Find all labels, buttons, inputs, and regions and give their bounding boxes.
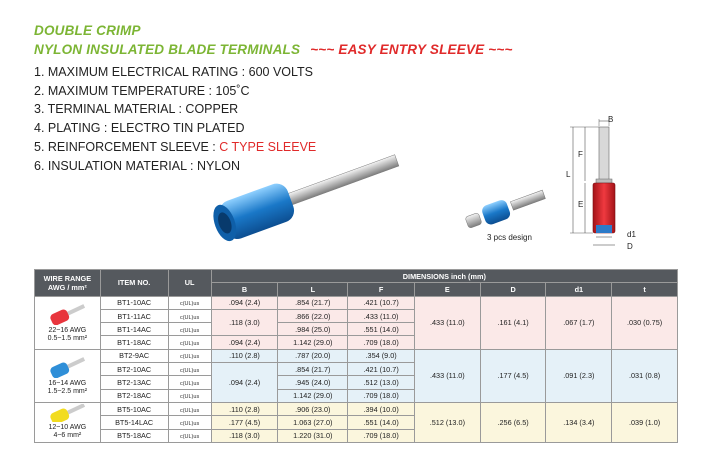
spec-text: 6. INSULATION MATERIAL : NYLON bbox=[34, 158, 241, 173]
header-b: B bbox=[211, 283, 278, 296]
d-cell: .161 (4.1) bbox=[480, 296, 546, 349]
ul-cert-icon: c(UL)us bbox=[179, 407, 200, 414]
header-l: L bbox=[278, 283, 348, 296]
spec-item bbox=[34, 82, 316, 101]
wire-awg: 16~14 AWG bbox=[48, 379, 87, 387]
b-cell: .177 (4.5) bbox=[211, 416, 278, 429]
terminal-photo bbox=[200, 145, 430, 255]
item-cell: BT5-18AC bbox=[100, 429, 168, 442]
item-cell: BT2-10AC bbox=[100, 363, 168, 376]
ul-cert-icon: c(UL)us bbox=[179, 381, 200, 388]
b-cell: .110 (2.8) bbox=[211, 349, 278, 362]
header-t: t bbox=[612, 283, 678, 296]
l-cell: .866 (22.0) bbox=[278, 309, 348, 322]
dim-label-d: D bbox=[627, 242, 633, 251]
table-row bbox=[35, 296, 678, 309]
d-cell: .177 (4.5) bbox=[480, 349, 546, 402]
wire-mm: 4~6 mm² bbox=[53, 432, 82, 440]
l-cell: 1.063 (27.0) bbox=[278, 416, 348, 429]
header-item-no: ITEM NO. bbox=[100, 270, 168, 297]
header-ul: UL bbox=[168, 270, 211, 297]
f-cell: .354 (9.0) bbox=[348, 349, 415, 362]
table-row bbox=[35, 402, 678, 415]
header-d1: d1 bbox=[546, 283, 612, 296]
t-cell: .039 (1.0) bbox=[612, 402, 678, 442]
b-cell: .118 (3.0) bbox=[211, 309, 278, 336]
ul-cell bbox=[168, 363, 211, 376]
ul-cell bbox=[168, 309, 211, 322]
ul-cert-icon: c(UL)us bbox=[179, 354, 200, 361]
item-cell: BT2-18AC bbox=[100, 389, 168, 402]
item-cell: BT5-10AC bbox=[100, 402, 168, 415]
item-cell: BT1-10AC bbox=[100, 296, 168, 309]
dim-label-f: F bbox=[578, 150, 583, 159]
red-terminal-icon bbox=[46, 303, 88, 325]
f-cell: .551 (14.0) bbox=[348, 416, 415, 429]
ul-cell bbox=[168, 336, 211, 349]
spec-table bbox=[34, 269, 678, 443]
header-e: E bbox=[414, 283, 480, 296]
b-cell: .094 (2.4) bbox=[211, 296, 278, 309]
f-cell: .394 (10.0) bbox=[348, 402, 415, 415]
l-cell: .787 (20.0) bbox=[278, 349, 348, 362]
ul-cell bbox=[168, 296, 211, 309]
spec-text: 4. PLATING : ELECTRO TIN PLATED bbox=[34, 121, 245, 136]
item-cell: BT1-11AC bbox=[100, 309, 168, 322]
f-cell: .709 (18.0) bbox=[348, 389, 415, 402]
dim-label-d1: d1 bbox=[627, 230, 636, 239]
ul-cell bbox=[168, 376, 211, 389]
f-cell: .433 (11.0) bbox=[348, 309, 415, 322]
ul-cert-icon: c(UL)us bbox=[179, 314, 200, 321]
spec-text: 5. REINFORCEMENT SLEEVE : bbox=[34, 139, 220, 154]
spec-item bbox=[34, 63, 316, 82]
spec-text: 3. TERMINAL MATERIAL : COPPER bbox=[34, 102, 239, 117]
item-cell: BT2-9AC bbox=[100, 349, 168, 362]
blue-terminal-icon bbox=[46, 356, 88, 378]
header-wire-range: WIRE RANGE AWG / mm² bbox=[35, 270, 101, 297]
yellow-terminal-icon bbox=[46, 404, 88, 422]
wire-awg: 22~16 AWG bbox=[48, 326, 87, 334]
ul-cert-icon: c(UL)us bbox=[179, 327, 200, 334]
three-piece-caption: 3 pcs design bbox=[487, 233, 532, 242]
l-cell: .906 (23.0) bbox=[278, 402, 348, 415]
ul-cell bbox=[168, 323, 211, 336]
wire-mm: 1.5~2.5 mm² bbox=[47, 387, 88, 395]
wire-range-cell bbox=[35, 296, 101, 349]
ul-cert-icon: c(UL)us bbox=[179, 434, 200, 441]
header-dimensions: DIMENSIONS inch (mm) bbox=[211, 270, 677, 283]
product-title: NYLON INSULATED BLADE TERMINALS bbox=[34, 42, 301, 57]
b-cell: .110 (2.8) bbox=[211, 402, 278, 415]
ul-cert-icon: c(UL)us bbox=[179, 341, 200, 348]
spec-text: 2. MAXIMUM TEMPERATURE : 105˚C bbox=[34, 83, 250, 98]
f-cell: .512 (13.0) bbox=[348, 376, 415, 389]
ul-cell bbox=[168, 429, 211, 442]
easy-entry-tagline: ~~~ EASY ENTRY SLEEVE ~~~ bbox=[310, 42, 513, 57]
l-cell: 1.142 (29.0) bbox=[278, 389, 348, 402]
t-cell: .031 (0.8) bbox=[612, 349, 678, 402]
e-cell: .512 (13.0) bbox=[414, 402, 480, 442]
item-cell: BT5-14LAC bbox=[100, 416, 168, 429]
e-cell: .433 (11.0) bbox=[414, 349, 480, 402]
l-cell: 1.220 (31.0) bbox=[278, 429, 348, 442]
ul-cell bbox=[168, 416, 211, 429]
ul-cell bbox=[168, 402, 211, 415]
header-f: F bbox=[348, 283, 415, 296]
item-cell: BT2-13AC bbox=[100, 376, 168, 389]
wire-range-cell bbox=[35, 402, 101, 442]
dim-label-l: L bbox=[566, 170, 571, 179]
table-row bbox=[35, 349, 678, 362]
d1-cell: .067 (1.7) bbox=[546, 296, 612, 349]
wire-mm: 0.5~1.5 mm² bbox=[47, 334, 88, 342]
l-cell: .854 (21.7) bbox=[278, 296, 348, 309]
f-cell: .709 (18.0) bbox=[348, 429, 415, 442]
b-cell: .094 (2.4) bbox=[211, 363, 278, 403]
t-cell: .030 (0.75) bbox=[612, 296, 678, 349]
l-cell: 1.142 (29.0) bbox=[278, 336, 348, 349]
ul-cert-icon: c(UL)us bbox=[179, 301, 200, 308]
l-cell: .945 (24.0) bbox=[278, 376, 348, 389]
ul-cell bbox=[168, 389, 211, 402]
title-line-2 bbox=[34, 42, 513, 57]
three-piece-photo bbox=[462, 178, 552, 233]
e-cell: .433 (11.0) bbox=[414, 296, 480, 349]
spec-highlight: C TYPE SLEEVE bbox=[219, 139, 317, 154]
item-cell: BT1-18AC bbox=[100, 336, 168, 349]
f-cell: .709 (18.0) bbox=[348, 336, 415, 349]
header-d: D bbox=[480, 283, 546, 296]
spec-item bbox=[34, 100, 316, 119]
dim-label-b: B bbox=[608, 115, 614, 124]
wire-range-cell bbox=[35, 349, 101, 402]
ul-cert-icon: c(UL)us bbox=[179, 394, 200, 401]
spec-text: 1. MAXIMUM ELECTRICAL RATING : 600 VOLTS bbox=[34, 65, 313, 79]
l-cell: .984 (25.0) bbox=[278, 323, 348, 336]
d-cell: .256 (6.5) bbox=[480, 402, 546, 442]
l-cell: .854 (21.7) bbox=[278, 363, 348, 376]
f-cell: .551 (14.0) bbox=[348, 323, 415, 336]
title-line-1: DOUBLE CRIMP bbox=[34, 23, 141, 38]
wire-awg: 12~10 AWG bbox=[48, 424, 87, 432]
f-cell: .421 (10.7) bbox=[348, 363, 415, 376]
d1-cell: .091 (2.3) bbox=[546, 349, 612, 402]
ul-cell bbox=[168, 349, 211, 362]
spec-item bbox=[34, 119, 316, 138]
item-cell: BT1-14AC bbox=[100, 323, 168, 336]
b-cell: .094 (2.4) bbox=[211, 336, 278, 349]
d1-cell: .134 (3.4) bbox=[546, 402, 612, 442]
b-cell: .118 (3.0) bbox=[211, 429, 278, 442]
f-cell: .421 (10.7) bbox=[348, 296, 415, 309]
dim-label-e: E bbox=[578, 200, 584, 209]
ul-cert-icon: c(UL)us bbox=[179, 420, 200, 427]
ul-cert-icon: c(UL)us bbox=[179, 367, 200, 374]
